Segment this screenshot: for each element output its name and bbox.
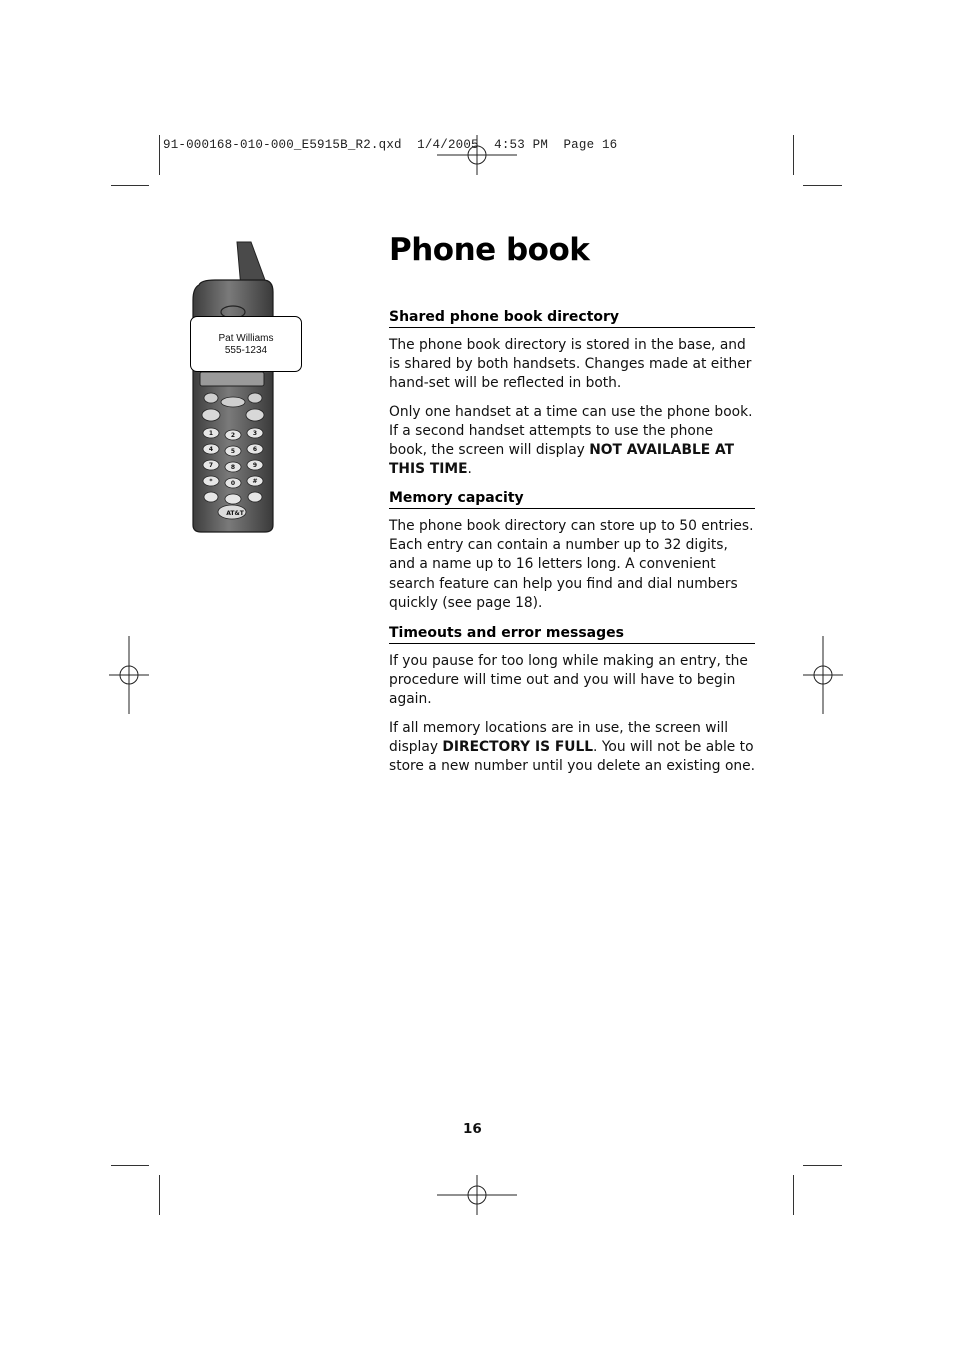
key-9: 9 [252,462,258,469]
key-3: 3 [252,430,258,437]
crop-mark-top-left-h [111,185,149,186]
paragraph: The phone book directory can store up to 50 entries. Each entry can contain a number up to 32 digits, and a name up to 16 letters long. A convenient search feature can help you find and dial numbers quickly (see page 18). [389,518,754,611]
page-title: Phone book [389,232,590,268]
crop-mark-top-right-h [803,185,842,186]
key-7: 7 [208,462,214,469]
paragraph: Only one handset at a time can use the phone book. If a second handset attempts to use the phone book, the screen will display NOT AVAILABLE AT THIS TIME. [389,403,753,478]
key-hash: # [252,478,258,485]
key-star: * [209,478,213,485]
key-2: 2 [230,432,236,439]
registration-mark-top-icon [437,135,517,175]
crop-mark-bottom-right-h [803,1165,842,1166]
section-shared-directory [389,309,755,488]
registration-mark-right-icon [803,636,843,714]
paragraph: The phone book directory is stored in the base, and is shared by both handsets. Changes made at either hand-set will be reflected in both. [389,337,752,392]
key-4: 4 [208,446,214,453]
key-1: 1 [208,430,214,437]
crop-mark-top-right-v [793,135,794,175]
brand-logo-text: AT&T [226,510,244,517]
crop-mark-top-left-v [159,135,160,175]
paragraph: If you pause for too long while making an entry, the procedure will time out and you will have to begin again. [389,653,748,708]
paragraph: If all memory locations are in use, the screen will display DIRECTORY IS FULL. You will not be able to store a new number until you delete an existing one. [389,719,756,775]
screen-entry-name: Pat Williams [218,333,274,344]
printer-slug: 91-000168-010-000_E5915B_R2.qxd 1/4/2005 4:53 PM Page 16 [163,138,618,152]
crop-mark-bottom-left-h [111,1165,149,1166]
section-heading: Memory capacity [389,490,755,509]
key-6: 6 [252,446,258,453]
handset-icon [185,240,310,535]
display-message: NOT AVAILABLE AT THIS TIME [389,442,735,478]
handset-screen-callout [190,316,302,372]
crop-mark-bottom-right-v [793,1175,794,1215]
registration-mark-bottom-icon [437,1175,517,1215]
crop-mark-bottom-left-v [159,1175,160,1215]
key-5: 5 [230,448,236,455]
key-8: 8 [230,464,236,471]
screen-entry-number: 555-1234 [224,344,268,356]
section-heading: Timeouts and error messages [389,625,755,644]
section-heading: Shared phone book directory [389,309,755,328]
registration-mark-left-icon [109,636,149,714]
section-memory-capacity [389,490,755,622]
key-0: 0 [230,480,236,487]
section-timeouts-errors [389,625,755,785]
page-number: 16 [463,1121,482,1137]
display-message: DIRECTORY IS FULL [442,738,594,755]
cordless-handset-illustration [185,240,310,535]
